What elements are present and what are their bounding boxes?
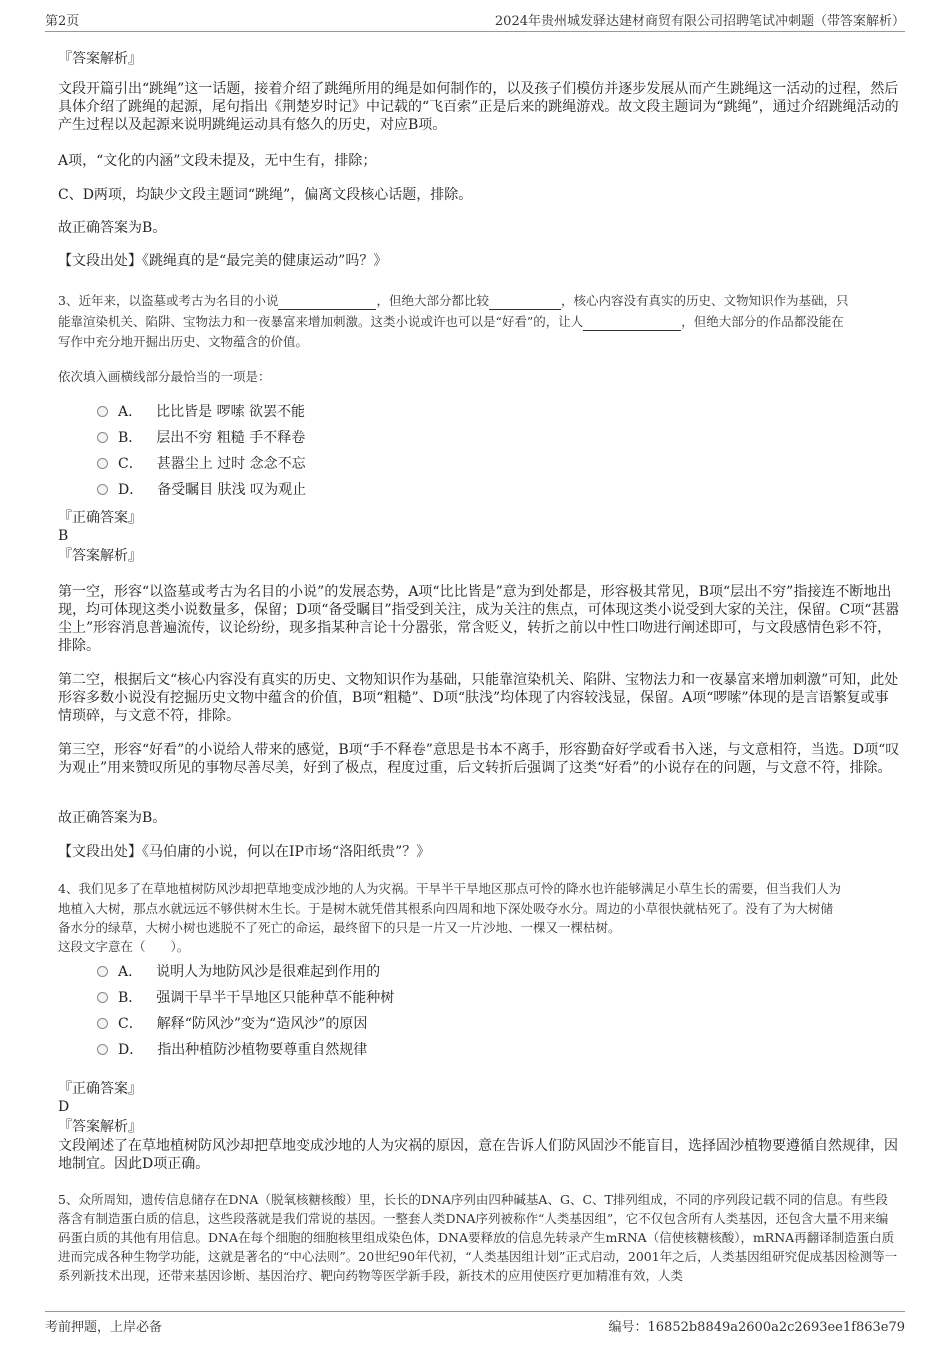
q2-analysis-paragraph-1: 文段开篇引出“跳绳”这一话题，接着介绍了跳绳所用的绳是如何制作的，以及孩子们模仿并逐步发展从而产生跳绳这一活动的过程，然后具体介绍了跳绳的起源，尾句指出《荆楚岁时记》中记载的“飞百索”正是后来的跳绳游戏。故文段主题词为“跳绳”，通过介绍跳绳活动的产生过程以及起源来说明跳绳运动具有悠久的历史，对应B项。 [58,81,899,133]
q3-analysis-paragraph-1: 第一空，形容“以盗墓或考古为名目的小说”的发展态势，A项“比比皆是”意为到处都是，形容极其常见，B项“层出不穷”指接连不断地出现，均可体现这类小说数量多，保留；D项“备受瞩目”指受到关注，成为关注的焦点，可体现这类小说受到大家的关注，保留。C项“甚嚣尘上”形容消息普遍流传，议论纷纷，现多指某种言论十分嚣张，常含贬义，转折之前以中性口吻进行阐述即可，与文段感情色彩不符，排除。 [58,584,900,654]
q3-prompt: 依次填入画横线部分最恰当的一项是： [58,369,271,384]
q4-analysis-paragraph: 文段阐述了在草地植树防风沙却把草地变成沙地的人为灾祸的原因，意在告诉人们防风固沙不能盲目，选择固沙植物要遵循自然规律，因地制宜。因此D项正确。 [58,1138,898,1172]
page-number: 第2页 [45,14,80,29]
option-text: 甚嚣尘上 过时 念念不忘 [156,456,306,472]
q3-stem-line-3: 写作中充分地开掘出历史、文物蕴含的价值。 [58,334,309,349]
footer-divider [45,1311,905,1312]
q3-option-c[interactable] [97,453,306,473]
radio-icon[interactable] [97,992,108,1003]
option-text: 强调干旱半干旱地区只能种草不能种树 [156,990,395,1006]
q2-analysis-label: 『答案解析』 [58,51,142,67]
q4-answer: D [58,1099,70,1115]
option-text: 比比皆是 啰嗦 欲罢不能 [156,404,306,420]
q4-option-c[interactable] [97,1013,367,1033]
q3-analysis-conclusion: 故正确答案为B。 [58,810,167,826]
q3-stem-part-c: ，核心内容没有真实的历史、文物知识作为基础，只 [560,293,849,308]
option-key: D． [118,482,144,498]
radio-icon[interactable] [97,1044,108,1055]
radio-icon[interactable] [97,432,108,443]
q2-analysis-conclusion: 故正确答案为B。 [58,220,167,236]
q4-analysis-label: 『答案解析』 [58,1119,142,1135]
radio-icon[interactable] [97,458,108,469]
q3-blank-2 [489,296,561,310]
q2-source: 【文段出处】《跳绳真的是“最完美的健康运动”吗？》 [58,253,388,269]
radio-icon[interactable] [97,406,108,417]
document-id: 编号：16852b8849a2600a2c2693ee1f863e79 [608,1320,905,1335]
footer-slogan: 考前押题，上岸必备 [45,1320,163,1335]
q4-stem-line-3: 备水分的绿草，大树小树也逃脱不了死亡的命运，最终留下的只是一片又一片沙地、一棵又一棵枯树。 [58,920,621,935]
document-title: 2024年贵州城发驿达建材商贸有限公司招聘笔试冲刺题（带答案解析） [494,14,905,29]
q3-stem-line-2 [58,313,900,331]
q3-option-b[interactable] [97,427,305,447]
header-divider [45,31,905,32]
q3-stem-part-a: 3、近年来，以盗墓或考古为名目的小说 [58,293,279,308]
q3-stem-part-d: 能靠渲染机关、陷阱、宝物法力和一夜暴富来增加刺激。这类小说或许也可以是“好看”的，让人 [58,314,584,329]
q3-stem-part-b: ，但绝大部分都比较 [376,293,489,308]
q3-source: 【文段出处】《马伯庸的小说，何以在IP市场“洛阳纸贵”？》 [58,844,431,860]
q3-option-d[interactable] [97,479,306,499]
q3-analysis-paragraph-3: 第三空，形容“好看”的小说给人带来的感觉，B项“手不释卷”意思是书本不离手，形容勤奋好学或看书入迷，与文意相符，当选。D项“叹为观止”用来赞叹所见的事物尽善尽美，好到了极点，程度过重，后文转折后强调了这类“好看”的小说存在的问题，与文意不符，排除。 [58,742,900,776]
option-text: 指出种植防沙植物要尊重自然规律 [157,1042,368,1058]
q4-stem-line-1: 4、我们见多了在草地植树防风沙却把草地变成沙地的人为灾祸。干旱半干旱地区那点可怜的降水也许能够满足小草生长的需要，但当我们人为 [58,881,841,896]
q3-analysis-label: 『答案解析』 [58,548,142,564]
q4-stem-line-2: 地植入大树，那点水就远远不够供树木生长。于是树木就凭借其根系向四周和地下深处吸夺水分。周边的小草很快就枯死了。没有了为大树储 [58,901,834,916]
q4-option-d[interactable] [97,1039,367,1059]
q4-option-a[interactable] [97,961,380,981]
q3-stem-line-1 [58,292,900,310]
q3-option-a[interactable] [97,401,305,421]
q4-prompt: 这段文字意在（ ）。 [58,939,190,954]
q3-blank-3 [583,317,681,331]
option-key: B． [118,430,143,446]
q3-analysis-paragraph-2: 第二空，根据后文“核心内容没有真实的历史、文物知识作为基础，只能靠渲染机关、陷阱、宝物法力和一夜暴富来增加刺激”可知，此处形容多数小说没有挖掘历史文物中蕴含的价值，B项“粗糙”、D项“肤浅”均体现了内容较浅显，保留。A项“啰嗦”体现的是言语繁复或事情琐碎，与文意不符，排除。 [58,672,899,724]
q2-analysis-paragraph-3: C、D两项，均缺少文段主题词“跳绳”，偏离文段核心话题，排除。 [58,187,473,203]
option-text: 备受瞩目 肤浅 叹为观止 [157,482,307,498]
option-text: 解释“防风沙”变为“造风沙”的原因 [156,1016,368,1032]
q4-option-b[interactable] [97,987,394,1007]
option-key: D． [118,1042,144,1058]
option-key: B． [118,990,143,1006]
option-key: C． [118,1016,143,1032]
option-key: A． [118,404,143,420]
q3-blank-1 [278,296,376,310]
option-key: A． [118,964,143,980]
radio-icon[interactable] [97,484,108,495]
q3-stem-part-e: ，但绝大部分的作品都没能在 [681,314,844,329]
q2-analysis-paragraph-2: A项，“文化的内涵”文段未提及，无中生有，排除； [58,153,377,169]
option-text: 说明人为地防风沙是很难起到作用的 [156,964,381,980]
option-key: C． [118,456,143,472]
radio-icon[interactable] [97,1018,108,1029]
q3-answer-label: 『正确答案』 [58,510,142,526]
radio-icon[interactable] [97,966,108,977]
q3-answer: B [58,528,69,544]
q5-stem: 5、众所周知，遗传信息储存在DNA（脱氧核糖核酸）里，长长的DNA序列由四种碱基A、G、C、T排列组成，不同的序列段记载不同的信息。有些段落含有制造蛋白质的信息，这些段落就是我们常说的基因。一整套人类DNA序列被称作“人类基因组”，它不仅包含所有人类基因，还包含大量不用来编码蛋白质的其他有用信息。DNA在每个细胞的细胞核里组成染色体，DNA要释放的信息先转录产生mRNA（信使核糖核酸），mRNA再翻译制造蛋白质进而完成各种生物学功能，这就是著名的“中心法则”。20世纪90年代初，“人类基因组计划”正式启动，2001年之后，人类基因组研究促成基因检测等一系列新技术出现，还带来基因诊断、基因治疗、靶向药物等医学新手段，新技术的应用使医疗更加精准有效，人类 [58,1192,898,1283]
option-text: 层出不穷 粗糙 手不释卷 [156,430,306,446]
q4-answer-label: 『正确答案』 [58,1081,142,1097]
